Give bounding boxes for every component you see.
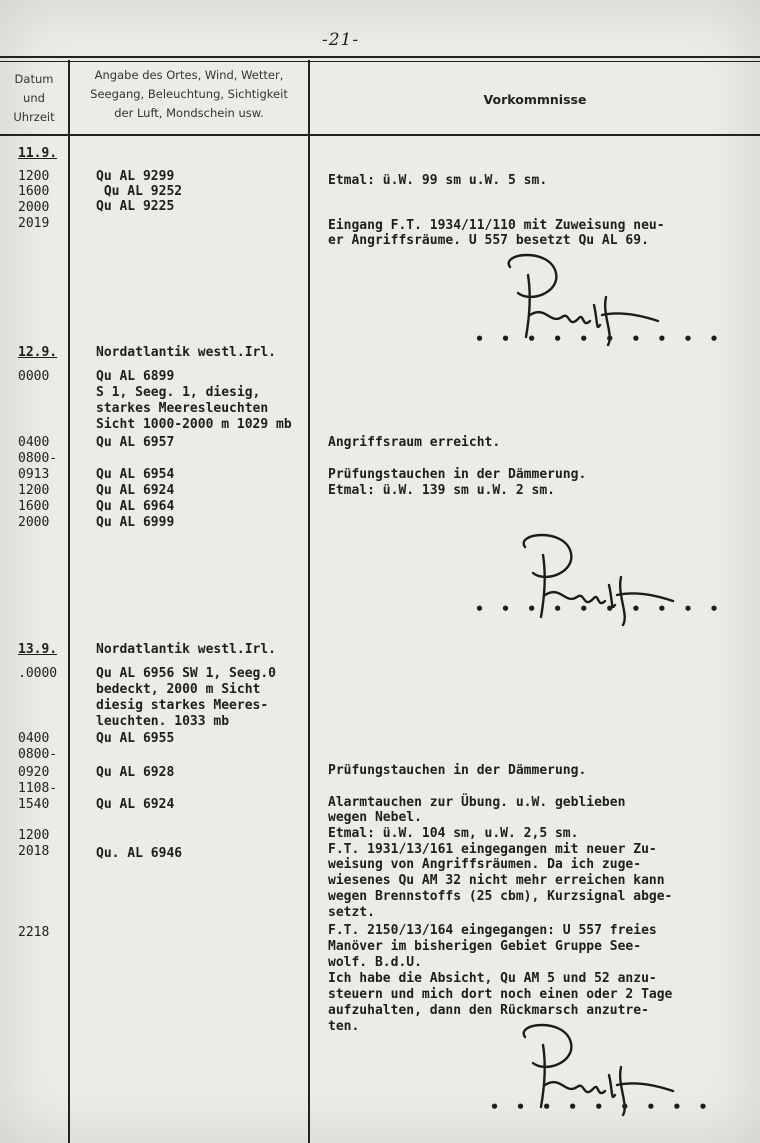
section-area: Nordatlantik westl.Irl. xyxy=(96,345,277,360)
header-bottom-rule xyxy=(0,134,760,136)
entry-time: 1600 xyxy=(18,184,50,199)
entry-time: 2000 xyxy=(18,515,50,530)
header-datum-line: Datum xyxy=(14,72,54,86)
entry-place: Qu AL 6957 xyxy=(96,435,175,450)
entry-place: Qu. AL 6946 xyxy=(96,846,183,861)
entry-place: leuchten. 1033 mb xyxy=(96,714,230,729)
entry-time: 2218 xyxy=(18,925,50,940)
entry-event: wiesenes Qu AM 32 nicht mehr erreichen kann xyxy=(328,873,665,888)
entry-event: F.T. 2150/13/164 eingegangen: U 557 freies xyxy=(328,923,657,938)
entry-event: steuern und mich dort noch einen oder 2 Tage xyxy=(328,987,673,1002)
entry-place: Qu AL 6928 xyxy=(96,765,175,780)
entry-place: Qu AL 6899 xyxy=(96,369,175,384)
entry-time: 1200 xyxy=(18,483,50,498)
entry-event: wolf. B.d.U. xyxy=(328,955,422,970)
entry-place: Qu AL 6924 xyxy=(96,797,175,812)
header-angabe-line: Angabe des Ortes, Wind, Wetter, xyxy=(94,68,284,82)
entry-place: bedeckt, 2000 m Sicht xyxy=(96,682,261,697)
entry-event: Alarmtauchen zur Übung. u.W. geblieben xyxy=(328,795,626,810)
header-datum-line: Uhrzeit xyxy=(13,110,55,124)
header-datum xyxy=(0,70,68,127)
entry-event: aufzuhalten, dann den Rückmarsch anzutre- xyxy=(328,1003,649,1018)
section-date: 13.9. xyxy=(18,642,58,657)
entry-event: Etmal: ü.W. 139 sm u.W. 2 sm. xyxy=(328,483,555,498)
entry-place: Qu AL 9225 xyxy=(96,199,175,214)
signature-dots: • • • • • • • • • • xyxy=(475,600,723,618)
entry-place: Qu AL 6999 xyxy=(96,515,175,530)
entry-time: 1108- xyxy=(18,781,58,796)
entry-time: 2019 xyxy=(18,216,50,231)
entry-place: Qu AL 6954 xyxy=(96,467,175,482)
entry-event: Prüfungstauchen in der Dämmerung. xyxy=(328,467,587,482)
entry-time: 2000 xyxy=(18,200,50,215)
entry-place: S 1, Seeg. 1, diesig, xyxy=(96,385,261,400)
entry-time: 1200 xyxy=(18,169,50,184)
entry-place: Qu AL 6956 SW 1, Seeg.0 xyxy=(96,666,277,681)
entry-place: Qu AL 6955 xyxy=(96,731,175,746)
entry-place: Qu AL 6964 xyxy=(96,499,175,514)
header-vorkommnisse: Vorkommnisse xyxy=(483,92,587,107)
entry-event: Angriffsraum erreicht. xyxy=(328,435,501,450)
page-number: -21- xyxy=(322,30,360,50)
entry-time: 0400 xyxy=(18,435,50,450)
entry-place: Qu AL 9299 xyxy=(96,169,175,184)
section-date: 11.9. xyxy=(18,146,58,161)
entry-place: Sicht 1000-2000 m 1029 mb xyxy=(96,417,292,432)
entry-event: Ich habe die Absicht, Qu AM 5 und 52 anzu- xyxy=(328,971,657,986)
entry-event: setzt. xyxy=(328,905,375,920)
entry-time: 0400 xyxy=(18,731,50,746)
entry-time: 0920 xyxy=(18,765,50,780)
header-top-rule xyxy=(0,56,760,58)
entry-event: wegen Brennstoffs (25 cbm), Kurzsignal abge- xyxy=(328,889,673,904)
header-top-rule-thin xyxy=(0,61,760,62)
entry-time: 2018 xyxy=(18,844,50,859)
entry-place: Qu AL 6924 xyxy=(96,483,175,498)
header-datum-line: und xyxy=(23,91,45,105)
entry-event: Manöver im bisherigen Gebiet Gruppe See- xyxy=(328,939,642,954)
entry-event: Etmal: ü.W. 99 sm u.W. 5 sm. xyxy=(328,173,548,188)
header-angabe-line: der Luft, Mondschein usw. xyxy=(114,106,264,120)
entry-event: Etmal: ü.W. 104 sm, u.W. 2,5 sm. xyxy=(328,826,579,841)
signature-dots: • • • • • • • • • • xyxy=(475,330,723,348)
signature-dots: • • • • • • • • • xyxy=(490,1098,712,1116)
entry-time: 1200 xyxy=(18,828,50,843)
entry-time: 1600 xyxy=(18,499,50,514)
header-angabe-line: Seegang, Beleuchtung, Sichtigkeit xyxy=(90,87,288,101)
section-area: Nordatlantik westl.Irl. xyxy=(96,642,277,657)
section-date: 12.9. xyxy=(18,345,58,360)
entry-time: 0800- xyxy=(18,747,58,762)
entry-event: ten. xyxy=(328,1019,360,1034)
entry-time: .0000 xyxy=(18,666,58,681)
signature-mark xyxy=(505,525,685,635)
entry-place: starkes Meeresleuchten xyxy=(96,401,269,416)
column-divider-1 xyxy=(68,60,70,1143)
column-divider-2 xyxy=(308,60,310,1143)
entry-time: 0913 xyxy=(18,467,50,482)
entry-event: er Angriffsräume. U 557 besetzt Qu AL 69. xyxy=(328,233,649,248)
entry-event: F.T. 1931/13/161 eingegangen mit neuer Zu- xyxy=(328,842,657,857)
entry-event: weisung von Angriffsräumen. Da ich zuge- xyxy=(328,857,642,872)
entry-place: Qu AL 9252 xyxy=(96,184,183,199)
entry-place: diesig starkes Meeres- xyxy=(96,698,269,713)
entry-event: wegen Nebel. xyxy=(328,810,422,825)
header-angabe xyxy=(70,66,308,123)
entry-event: Eingang F.T. 1934/11/110 mit Zuweisung neu- xyxy=(328,218,665,233)
entry-event: Prüfungstauchen in der Dämmerung. xyxy=(328,763,587,778)
entry-time: 1540 xyxy=(18,797,50,812)
entry-time: 0800- xyxy=(18,451,58,466)
entry-time: 0000 xyxy=(18,369,50,384)
